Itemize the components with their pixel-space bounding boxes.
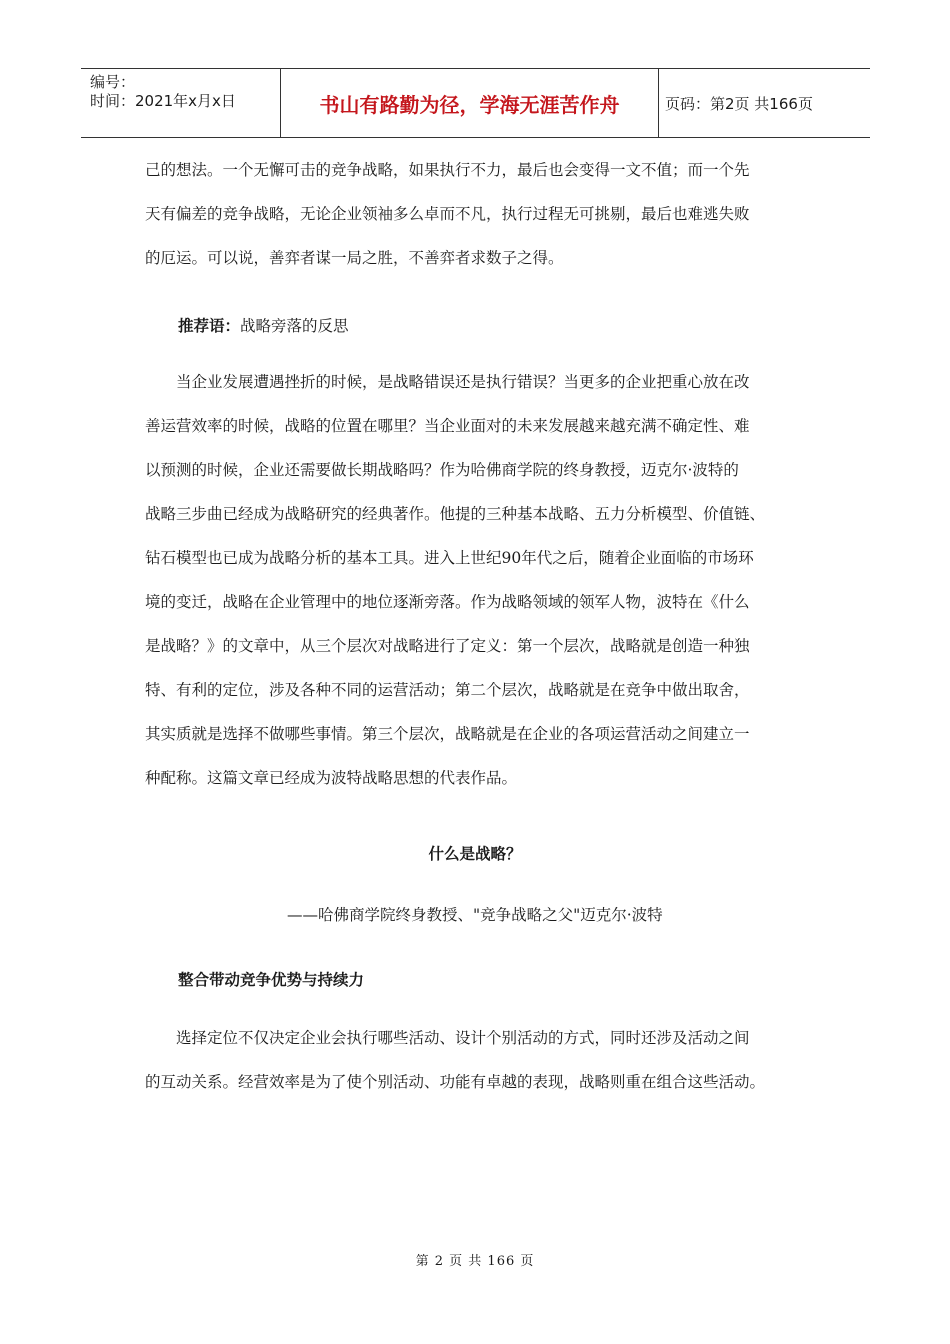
recommend-label: 推荐语： xyxy=(178,316,241,335)
page-header xyxy=(81,68,870,138)
text-line: 当企业发展遭遇挫折的时候，是战略错误还是执行错误？当更多的企业把重心放在改 xyxy=(176,373,750,391)
text-line: 钻石模型也已成为战略分析的基本工具。进入上世纪90年代之后，随着企业面临的市场环 xyxy=(145,549,754,567)
text-line: 是战略？》的文章中，从三个层次对战略进行了定义：第一个层次，战略就是创造一种独 xyxy=(145,637,750,655)
text-line: 境的变迁，战略在企业管理中的地位逐渐旁落。作为战略领域的领军人物，波特在《什么 xyxy=(145,593,750,611)
header-meta xyxy=(81,69,281,137)
number-label: 编号： xyxy=(90,73,136,91)
text-line: 选择定位不仅决定企业会执行哪些活动、设计个别活动的方式，同时还涉及活动之间 xyxy=(176,1029,750,1047)
text-line: 战略三步曲已经成为战略研究的经典著作。他提的三种基本战略、五力分析模型、价值链、 xyxy=(145,505,766,523)
paragraph-3 xyxy=(145,1016,810,1104)
text-line: 己的想法。一个无懈可击的竞争战略，如果执行不力，最后也会变得一文不值；而一个先 xyxy=(145,161,750,179)
section-heading: 整合带动竞争优势与持续力 xyxy=(178,970,365,989)
text-line: 其实质就是选择不做哪些事情。第三个层次，战略就是在企业的各项运营活动之间建立一 xyxy=(145,725,750,743)
recommend-text: 战略旁落的反思 xyxy=(240,317,349,335)
text-line: 天有偏差的竞争战略，无论企业领袖多么卓而不凡，执行过程无可挑剔，最后也难逃失败 xyxy=(145,205,750,223)
paragraph-1 xyxy=(145,148,810,280)
header-motto: 书山有路勤为径，学海无涯苦作舟 xyxy=(281,69,659,137)
text-line: 善运营效率的时候，战略的位置在哪里？当企业面对的未来发展越来越充满不确定性、难 xyxy=(145,417,750,435)
date-label: 时间：2021年x月x日 xyxy=(90,92,236,110)
text-line: 以预测的时候，企业还需要做长期战略吗？作为哈佛商学院的终身教授，迈克尔·波特的 xyxy=(145,461,739,479)
recommend-line xyxy=(178,314,349,336)
article-title: 什么是战略？ xyxy=(428,844,522,863)
text-line: 的厄运。可以说，善弈者谋一局之胜，不善弈者求数子之得。 xyxy=(145,249,564,267)
text-line: 的互动关系。经营效率是为了使个别活动、功能有卓越的表现，战略则重在组合这些活动。 xyxy=(145,1073,766,1091)
article-byline: ——哈佛商学院终身教授、"竞争战略之父"迈克尔·波特 xyxy=(287,906,663,924)
paragraph-2 xyxy=(145,360,810,800)
page-footer: 第 2 页 共 166 页 xyxy=(415,1254,535,1269)
text-line: 种配称。这篇文章已经成为波特战略思想的代表作品。 xyxy=(145,769,518,787)
text-line: 特、有利的定位，涉及各种不同的运营活动；第二个层次，战略就是在竞争中做出取舍， xyxy=(145,681,750,699)
header-page-label: 页码：第2页 共166页 xyxy=(665,94,813,113)
